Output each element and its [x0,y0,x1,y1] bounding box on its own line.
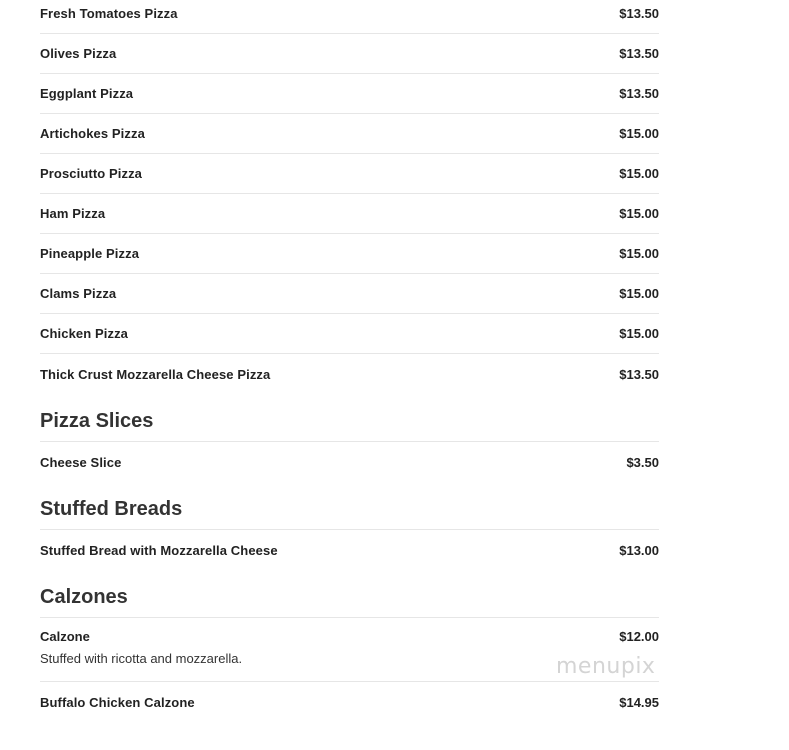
item-name: Calzone [40,629,90,644]
item-name: Prosciutto Pizza [40,166,143,181]
menu-item [40,314,659,354]
item-price: $15.00 [619,206,659,221]
section-title-stuffed-breads: Stuffed Breads [40,482,659,530]
item-name: Thick Crust Mozzarella Cheese Pizza [40,366,271,382]
menu-item [40,114,659,154]
item-description: Stuffed with ricotta and mozzarella. [40,651,243,666]
item-price: $15.00 [619,246,659,261]
item-name: Stuffed Bread with Mozzarella Cheese [40,542,278,558]
menu-item [40,0,659,34]
item-price: $13.50 [619,46,659,61]
item-price: $3.50 [626,454,659,470]
item-price: $15.00 [619,286,659,301]
menu-item [40,194,659,234]
menu-item [40,530,659,570]
menu-item [40,354,659,394]
item-name: Pineapple Pizza [40,246,140,261]
item-name: Chicken Pizza [40,326,128,341]
menu-item [40,154,659,194]
item-name: Ham Pizza [40,206,106,221]
item-price: $15.00 [619,126,659,141]
section-title-pizza-slices: Pizza Slices [40,394,659,442]
item-name: Buffalo Chicken Calzone [40,694,195,710]
item-price: $15.00 [619,326,659,341]
item-name: Cheese Slice [40,454,122,470]
item-price: $13.50 [619,6,659,21]
section-title-calzones: Calzones [40,570,659,618]
menu-item [40,34,659,74]
item-name: Eggplant Pizza [40,86,134,101]
item-name: Fresh Tomatoes Pizza [40,6,178,21]
item-name: Olives Pizza [40,46,117,61]
item-price: $13.50 [619,366,659,382]
item-price: $14.95 [619,694,659,710]
item-price: $13.50 [619,86,659,101]
menu-item [40,234,659,274]
menu-item [40,442,659,482]
item-name: Clams Pizza [40,286,117,301]
menupix-watermark: menupix [556,654,656,679]
menu-item [40,74,659,114]
item-price: $15.00 [619,166,659,181]
menu-item [40,682,659,722]
menu-list [40,0,659,722]
item-name: Artichokes Pizza [40,126,145,141]
item-price: $13.00 [619,542,659,558]
menu-item [40,274,659,314]
item-price: $12.00 [619,629,659,644]
